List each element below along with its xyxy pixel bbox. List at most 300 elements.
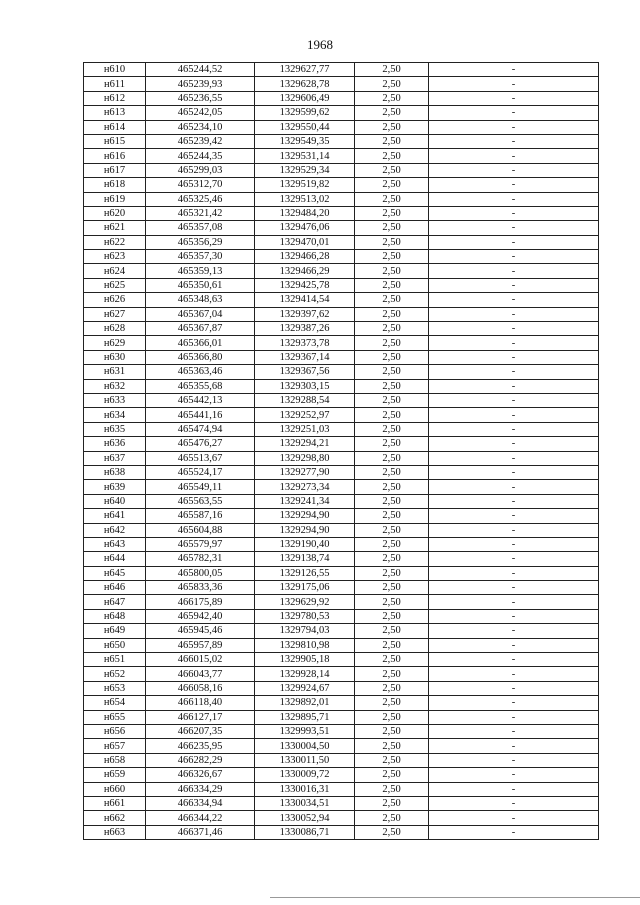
table-row <box>84 537 599 551</box>
accuracy-cell: 2,50 <box>355 724 429 738</box>
coordinates-table-body <box>84 63 599 840</box>
table-row <box>84 451 599 465</box>
x-coordinate-cell: 466118,40 <box>146 696 255 710</box>
x-coordinate-cell: 465524,17 <box>146 465 255 479</box>
accuracy-cell: 2,50 <box>355 825 429 839</box>
point-id-cell: н638 <box>84 465 146 479</box>
y-coordinate-cell: 1329241,34 <box>255 494 355 508</box>
note-cell: - <box>429 451 599 465</box>
table-row <box>84 724 599 738</box>
y-coordinate-cell: 1329126,55 <box>255 566 355 580</box>
note-cell: - <box>429 653 599 667</box>
point-id-cell: н663 <box>84 825 146 839</box>
note-cell: - <box>429 739 599 753</box>
point-id-cell: н662 <box>84 811 146 825</box>
table-row <box>84 149 599 163</box>
table-row <box>84 134 599 148</box>
note-cell: - <box>429 63 599 77</box>
x-coordinate-cell: 466175,89 <box>146 595 255 609</box>
note-cell: - <box>429 480 599 494</box>
point-id-cell: н610 <box>84 63 146 77</box>
point-id-cell: н643 <box>84 537 146 551</box>
accuracy-cell: 2,50 <box>355 739 429 753</box>
accuracy-cell: 2,50 <box>355 221 429 235</box>
accuracy-cell: 2,50 <box>355 250 429 264</box>
x-coordinate-cell: 465587,16 <box>146 509 255 523</box>
note-cell: - <box>429 163 599 177</box>
table-row <box>84 681 599 695</box>
x-coordinate-cell: 465321,42 <box>146 206 255 220</box>
y-coordinate-cell: 1329294,90 <box>255 523 355 537</box>
accuracy-cell: 2,50 <box>355 552 429 566</box>
accuracy-cell: 2,50 <box>355 408 429 422</box>
y-coordinate-cell: 1329251,03 <box>255 422 355 436</box>
y-coordinate-cell: 1329397,62 <box>255 307 355 321</box>
table-row <box>84 235 599 249</box>
y-coordinate-cell: 1329780,53 <box>255 609 355 623</box>
x-coordinate-cell: 466043,77 <box>146 667 255 681</box>
note-cell: - <box>429 235 599 249</box>
table-row <box>84 509 599 523</box>
table-row <box>84 192 599 206</box>
accuracy-cell: 2,50 <box>355 624 429 638</box>
accuracy-cell: 2,50 <box>355 696 429 710</box>
x-coordinate-cell: 465236,55 <box>146 91 255 105</box>
table-row <box>84 120 599 134</box>
note-cell: - <box>429 696 599 710</box>
y-coordinate-cell: 1330086,71 <box>255 825 355 839</box>
table-row <box>84 106 599 120</box>
note-cell: - <box>429 552 599 566</box>
table-row <box>84 206 599 220</box>
x-coordinate-cell: 466326,67 <box>146 768 255 782</box>
note-cell: - <box>429 581 599 595</box>
point-id-cell: н619 <box>84 192 146 206</box>
x-coordinate-cell: 466334,29 <box>146 782 255 796</box>
note-cell: - <box>429 437 599 451</box>
table-row <box>84 336 599 350</box>
table-row <box>84 825 599 839</box>
table-row <box>84 293 599 307</box>
point-id-cell: н622 <box>84 235 146 249</box>
table-row <box>84 250 599 264</box>
note-cell: - <box>429 768 599 782</box>
table-row <box>84 178 599 192</box>
x-coordinate-cell: 465356,29 <box>146 235 255 249</box>
y-coordinate-cell: 1329277,90 <box>255 465 355 479</box>
note-cell: - <box>429 77 599 91</box>
table-row <box>84 422 599 436</box>
accuracy-cell: 2,50 <box>355 235 429 249</box>
note-cell: - <box>429 365 599 379</box>
y-coordinate-cell: 1329892,01 <box>255 696 355 710</box>
x-coordinate-cell: 465563,55 <box>146 494 255 508</box>
note-cell: - <box>429 206 599 220</box>
note-cell: - <box>429 710 599 724</box>
accuracy-cell: 2,50 <box>355 134 429 148</box>
x-coordinate-cell: 465513,67 <box>146 451 255 465</box>
table-row <box>84 77 599 91</box>
accuracy-cell: 2,50 <box>355 293 429 307</box>
x-coordinate-cell: 465355,68 <box>146 379 255 393</box>
table-row <box>84 768 599 782</box>
point-id-cell: н640 <box>84 494 146 508</box>
x-coordinate-cell: 466344,22 <box>146 811 255 825</box>
accuracy-cell: 2,50 <box>355 393 429 407</box>
point-id-cell: н645 <box>84 566 146 580</box>
point-id-cell: н654 <box>84 696 146 710</box>
accuracy-cell: 2,50 <box>355 796 429 810</box>
accuracy-cell: 2,50 <box>355 91 429 105</box>
y-coordinate-cell: 1330004,50 <box>255 739 355 753</box>
point-id-cell: н634 <box>84 408 146 422</box>
accuracy-cell: 2,50 <box>355 336 429 350</box>
table-row <box>84 437 599 451</box>
point-id-cell: н655 <box>84 710 146 724</box>
accuracy-cell: 2,50 <box>355 278 429 292</box>
note-cell: - <box>429 667 599 681</box>
accuracy-cell: 2,50 <box>355 480 429 494</box>
accuracy-cell: 2,50 <box>355 782 429 796</box>
y-coordinate-cell: 1329905,18 <box>255 653 355 667</box>
note-cell: - <box>429 609 599 623</box>
accuracy-cell: 2,50 <box>355 595 429 609</box>
x-coordinate-cell: 465604,88 <box>146 523 255 537</box>
accuracy-cell: 2,50 <box>355 509 429 523</box>
point-id-cell: н615 <box>84 134 146 148</box>
y-coordinate-cell: 1329531,14 <box>255 149 355 163</box>
note-cell: - <box>429 537 599 551</box>
accuracy-cell: 2,50 <box>355 451 429 465</box>
table-row <box>84 393 599 407</box>
y-coordinate-cell: 1329425,78 <box>255 278 355 292</box>
point-id-cell: н631 <box>84 365 146 379</box>
y-coordinate-cell: 1329519,82 <box>255 178 355 192</box>
x-coordinate-cell: 465549,11 <box>146 480 255 494</box>
table-row <box>84 609 599 623</box>
accuracy-cell: 2,50 <box>355 206 429 220</box>
point-id-cell: н642 <box>84 523 146 537</box>
point-id-cell: н627 <box>84 307 146 321</box>
note-cell: - <box>429 494 599 508</box>
accuracy-cell: 2,50 <box>355 379 429 393</box>
point-id-cell: н652 <box>84 667 146 681</box>
x-coordinate-cell: 465244,35 <box>146 149 255 163</box>
x-coordinate-cell: 466334,94 <box>146 796 255 810</box>
note-cell: - <box>429 149 599 163</box>
note-cell: - <box>429 178 599 192</box>
point-id-cell: н614 <box>84 120 146 134</box>
y-coordinate-cell: 1329794,03 <box>255 624 355 638</box>
y-coordinate-cell: 1330011,50 <box>255 753 355 767</box>
table-row <box>84 624 599 638</box>
note-cell: - <box>429 782 599 796</box>
x-coordinate-cell: 465442,13 <box>146 393 255 407</box>
note-cell: - <box>429 408 599 422</box>
accuracy-cell: 2,50 <box>355 811 429 825</box>
note-cell: - <box>429 106 599 120</box>
table-row <box>84 307 599 321</box>
note-cell: - <box>429 796 599 810</box>
note-cell: - <box>429 379 599 393</box>
x-coordinate-cell: 465234,10 <box>146 120 255 134</box>
accuracy-cell: 2,50 <box>355 638 429 652</box>
point-id-cell: н656 <box>84 724 146 738</box>
point-id-cell: н660 <box>84 782 146 796</box>
point-id-cell: н658 <box>84 753 146 767</box>
y-coordinate-cell: 1329367,14 <box>255 350 355 364</box>
x-coordinate-cell: 465239,42 <box>146 134 255 148</box>
note-cell: - <box>429 825 599 839</box>
point-id-cell: н657 <box>84 739 146 753</box>
x-coordinate-cell: 465833,36 <box>146 581 255 595</box>
table-row <box>84 163 599 177</box>
y-coordinate-cell: 1329476,06 <box>255 221 355 235</box>
point-id-cell: н648 <box>84 609 146 623</box>
table-row <box>84 696 599 710</box>
x-coordinate-cell: 465945,46 <box>146 624 255 638</box>
y-coordinate-cell: 1329273,34 <box>255 480 355 494</box>
table-row <box>84 63 599 77</box>
y-coordinate-cell: 1330009,72 <box>255 768 355 782</box>
accuracy-cell: 2,50 <box>355 566 429 580</box>
table-row <box>84 566 599 580</box>
note-cell: - <box>429 336 599 350</box>
accuracy-cell: 2,50 <box>355 710 429 724</box>
x-coordinate-cell: 465441,16 <box>146 408 255 422</box>
x-coordinate-cell: 465357,30 <box>146 250 255 264</box>
y-coordinate-cell: 1329294,21 <box>255 437 355 451</box>
table-row <box>84 581 599 595</box>
accuracy-cell: 2,50 <box>355 178 429 192</box>
x-coordinate-cell: 465350,61 <box>146 278 255 292</box>
y-coordinate-cell: 1330016,31 <box>255 782 355 796</box>
table-row <box>84 264 599 278</box>
accuracy-cell: 2,50 <box>355 609 429 623</box>
table-row <box>84 811 599 825</box>
point-id-cell: н653 <box>84 681 146 695</box>
y-coordinate-cell: 1329629,92 <box>255 595 355 609</box>
y-coordinate-cell: 1330034,51 <box>255 796 355 810</box>
point-id-cell: н612 <box>84 91 146 105</box>
x-coordinate-cell: 465239,93 <box>146 77 255 91</box>
x-coordinate-cell: 465366,80 <box>146 350 255 364</box>
note-cell: - <box>429 221 599 235</box>
x-coordinate-cell: 466015,02 <box>146 653 255 667</box>
point-id-cell: н620 <box>84 206 146 220</box>
accuracy-cell: 2,50 <box>355 63 429 77</box>
point-id-cell: н628 <box>84 322 146 336</box>
point-id-cell: н644 <box>84 552 146 566</box>
y-coordinate-cell: 1329513,02 <box>255 192 355 206</box>
x-coordinate-cell: 465348,63 <box>146 293 255 307</box>
note-cell: - <box>429 566 599 580</box>
table-row <box>84 782 599 796</box>
y-coordinate-cell: 1329928,14 <box>255 667 355 681</box>
point-id-cell: н637 <box>84 451 146 465</box>
y-coordinate-cell: 1329628,78 <box>255 77 355 91</box>
table-row <box>84 350 599 364</box>
x-coordinate-cell: 465299,03 <box>146 163 255 177</box>
note-cell: - <box>429 278 599 292</box>
table-row <box>84 796 599 810</box>
note-cell: - <box>429 322 599 336</box>
table-row <box>84 667 599 681</box>
point-id-cell: н623 <box>84 250 146 264</box>
accuracy-cell: 2,50 <box>355 523 429 537</box>
y-coordinate-cell: 1329470,01 <box>255 235 355 249</box>
point-id-cell: н641 <box>84 509 146 523</box>
y-coordinate-cell: 1329549,35 <box>255 134 355 148</box>
note-cell: - <box>429 465 599 479</box>
point-id-cell: н611 <box>84 77 146 91</box>
note-cell: - <box>429 120 599 134</box>
point-id-cell: н649 <box>84 624 146 638</box>
table-row <box>84 494 599 508</box>
accuracy-cell: 2,50 <box>355 437 429 451</box>
y-coordinate-cell: 1329298,80 <box>255 451 355 465</box>
note-cell: - <box>429 264 599 278</box>
point-id-cell: н659 <box>84 768 146 782</box>
note-cell: - <box>429 523 599 537</box>
note-cell: - <box>429 307 599 321</box>
y-coordinate-cell: 1329924,67 <box>255 681 355 695</box>
point-id-cell: н647 <box>84 595 146 609</box>
x-coordinate-cell: 465367,87 <box>146 322 255 336</box>
point-id-cell: н616 <box>84 149 146 163</box>
table-row <box>84 221 599 235</box>
table-row <box>84 739 599 753</box>
point-id-cell: н646 <box>84 581 146 595</box>
x-coordinate-cell: 465800,05 <box>146 566 255 580</box>
accuracy-cell: 2,50 <box>355 307 429 321</box>
x-coordinate-cell: 465242,05 <box>146 106 255 120</box>
y-coordinate-cell: 1329484,20 <box>255 206 355 220</box>
y-coordinate-cell: 1330052,94 <box>255 811 355 825</box>
page-number: 1968 <box>307 37 333 52</box>
accuracy-cell: 2,50 <box>355 581 429 595</box>
x-coordinate-cell: 465359,13 <box>146 264 255 278</box>
x-coordinate-cell: 465474,94 <box>146 422 255 436</box>
x-coordinate-cell: 466058,16 <box>146 681 255 695</box>
y-coordinate-cell: 1329529,34 <box>255 163 355 177</box>
accuracy-cell: 2,50 <box>355 350 429 364</box>
x-coordinate-cell: 465476,27 <box>146 437 255 451</box>
y-coordinate-cell: 1329294,90 <box>255 509 355 523</box>
accuracy-cell: 2,50 <box>355 149 429 163</box>
y-coordinate-cell: 1329373,78 <box>255 336 355 350</box>
note-cell: - <box>429 638 599 652</box>
x-coordinate-cell: 466371,46 <box>146 825 255 839</box>
x-coordinate-cell: 465957,89 <box>146 638 255 652</box>
note-cell: - <box>429 422 599 436</box>
bottom-rule <box>270 897 640 898</box>
y-coordinate-cell: 1329466,28 <box>255 250 355 264</box>
point-id-cell: н639 <box>84 480 146 494</box>
point-id-cell: н625 <box>84 278 146 292</box>
y-coordinate-cell: 1329138,74 <box>255 552 355 566</box>
x-coordinate-cell: 465357,08 <box>146 221 255 235</box>
x-coordinate-cell: 465312,70 <box>146 178 255 192</box>
note-cell: - <box>429 192 599 206</box>
point-id-cell: н617 <box>84 163 146 177</box>
table-row <box>84 653 599 667</box>
point-id-cell: н621 <box>84 221 146 235</box>
note-cell: - <box>429 811 599 825</box>
note-cell: - <box>429 293 599 307</box>
point-id-cell: н633 <box>84 393 146 407</box>
table-row <box>84 379 599 393</box>
x-coordinate-cell: 465325,46 <box>146 192 255 206</box>
point-id-cell: н661 <box>84 796 146 810</box>
point-id-cell: н650 <box>84 638 146 652</box>
note-cell: - <box>429 134 599 148</box>
y-coordinate-cell: 1329175,06 <box>255 581 355 595</box>
note-cell: - <box>429 753 599 767</box>
accuracy-cell: 2,50 <box>355 753 429 767</box>
x-coordinate-cell: 465366,01 <box>146 336 255 350</box>
accuracy-cell: 2,50 <box>355 192 429 206</box>
y-coordinate-cell: 1329895,71 <box>255 710 355 724</box>
table-row <box>84 523 599 537</box>
point-id-cell: н630 <box>84 350 146 364</box>
note-cell: - <box>429 350 599 364</box>
y-coordinate-cell: 1329387,26 <box>255 322 355 336</box>
y-coordinate-cell: 1329190,40 <box>255 537 355 551</box>
accuracy-cell: 2,50 <box>355 667 429 681</box>
y-coordinate-cell: 1329414,54 <box>255 293 355 307</box>
x-coordinate-cell: 465782,31 <box>146 552 255 566</box>
point-id-cell: н651 <box>84 653 146 667</box>
table-row <box>84 322 599 336</box>
table-row <box>84 710 599 724</box>
y-coordinate-cell: 1329627,77 <box>255 63 355 77</box>
accuracy-cell: 2,50 <box>355 106 429 120</box>
accuracy-cell: 2,50 <box>355 120 429 134</box>
accuracy-cell: 2,50 <box>355 163 429 177</box>
point-id-cell: н635 <box>84 422 146 436</box>
accuracy-cell: 2,50 <box>355 365 429 379</box>
accuracy-cell: 2,50 <box>355 77 429 91</box>
y-coordinate-cell: 1329550,44 <box>255 120 355 134</box>
accuracy-cell: 2,50 <box>355 537 429 551</box>
table-row <box>84 552 599 566</box>
table-row <box>84 638 599 652</box>
x-coordinate-cell: 465367,04 <box>146 307 255 321</box>
y-coordinate-cell: 1329303,15 <box>255 379 355 393</box>
y-coordinate-cell: 1329252,97 <box>255 408 355 422</box>
x-coordinate-cell: 466235,95 <box>146 739 255 753</box>
accuracy-cell: 2,50 <box>355 422 429 436</box>
note-cell: - <box>429 393 599 407</box>
y-coordinate-cell: 1329288,54 <box>255 393 355 407</box>
point-id-cell: н636 <box>84 437 146 451</box>
table-row <box>84 365 599 379</box>
y-coordinate-cell: 1329810,98 <box>255 638 355 652</box>
x-coordinate-cell: 465363,46 <box>146 365 255 379</box>
table-row <box>84 465 599 479</box>
x-coordinate-cell: 465942,40 <box>146 609 255 623</box>
point-id-cell: н624 <box>84 264 146 278</box>
y-coordinate-cell: 1329606,49 <box>255 91 355 105</box>
x-coordinate-cell: 466282,29 <box>146 753 255 767</box>
y-coordinate-cell: 1329466,29 <box>255 264 355 278</box>
accuracy-cell: 2,50 <box>355 681 429 695</box>
point-id-cell: н632 <box>84 379 146 393</box>
x-coordinate-cell: 466127,17 <box>146 710 255 724</box>
x-coordinate-cell: 465244,52 <box>146 63 255 77</box>
accuracy-cell: 2,50 <box>355 768 429 782</box>
